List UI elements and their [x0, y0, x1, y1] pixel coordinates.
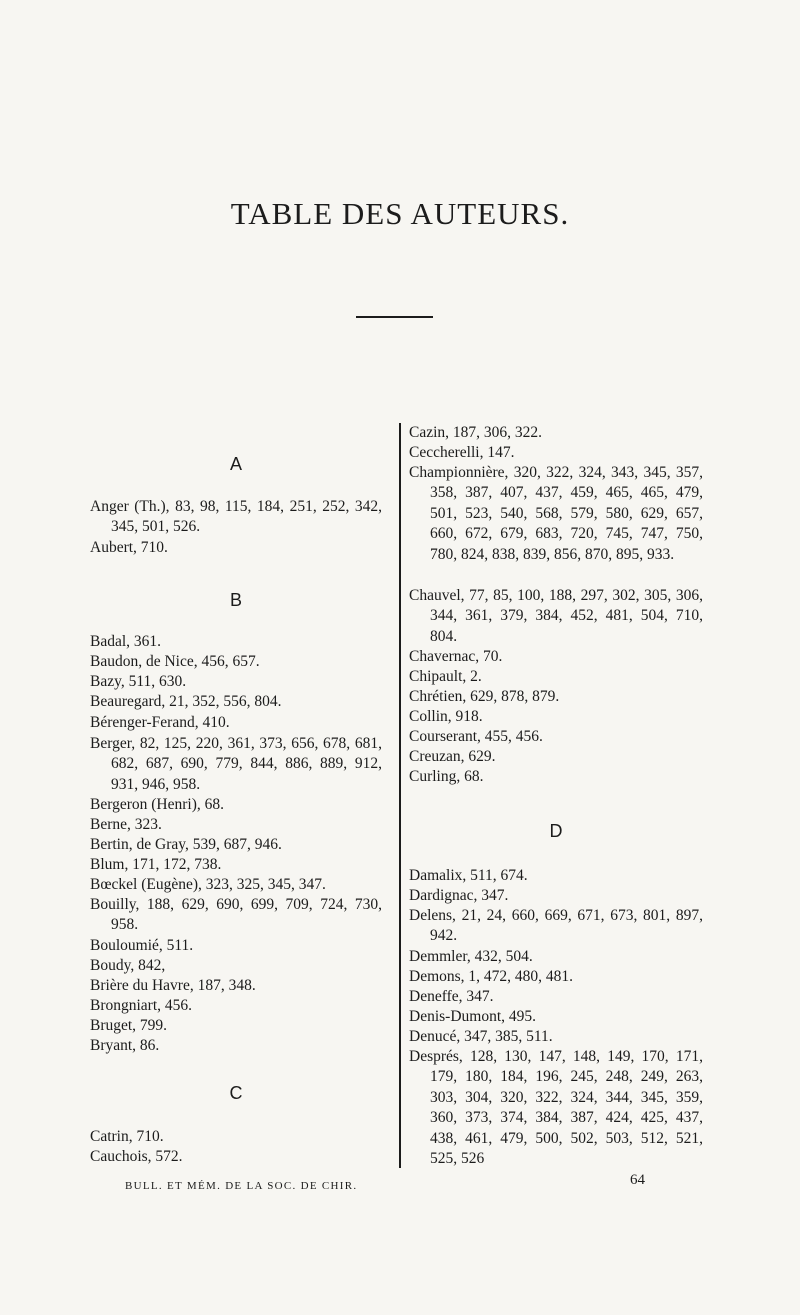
- index-entry: Delens, 21, 24, 660, 669, 671, 673, 801, 897, 942.: [409, 907, 703, 945]
- title-rule: [356, 316, 433, 318]
- index-entry: Cazin, 187, 306, 322.: [409, 424, 543, 441]
- index-entry: Damalix, 511, 674.: [409, 867, 528, 884]
- index-entry: Després, 128, 130, 147, 148, 149, 170, 171, 179, 180, 184, 196, 245, 248, 249, 263, 303, 304, 320, 322, 324, 344, 345, 359, 360, 373, 374, 384, 387, 424, 425, 437, 438, 461, 479, 500, 502, 503, 512, 521, 525, 526: [409, 1048, 703, 1168]
- index-entry: Bruget, 799.: [90, 1017, 168, 1034]
- page-title: TABLE DES AUTEURS.: [230, 196, 570, 231]
- index-entry: Bérenger-Ferand, 410.: [90, 714, 230, 731]
- index-entry: Curling, 68.: [409, 768, 484, 785]
- index-entry: Denis-Dumont, 495.: [409, 1008, 537, 1025]
- index-entry: Beauregard, 21, 352, 556, 804.: [90, 693, 282, 710]
- index-entry: Bergeron (Henri), 68.: [90, 796, 225, 813]
- page-number: 64: [630, 1172, 645, 1188]
- running-head: BULL. ET MÉM. DE LA SOC. DE CHIR.: [125, 1180, 358, 1192]
- index-entry: Chipault, 2.: [409, 668, 482, 685]
- index-entry: Anger (Th.), 83, 98, 115, 184, 251, 252, 342, 345, 501, 526.: [90, 498, 382, 536]
- section-letter-d: D: [549, 821, 563, 841]
- index-entry: Demons, 1, 472, 480, 481.: [409, 968, 574, 985]
- index-entry: Chauvel, 77, 85, 100, 188, 297, 302, 305, 306, 344, 361, 379, 384, 452, 481, 504, 710, 804.: [409, 587, 703, 645]
- index-entry: Aubert, 710.: [90, 539, 168, 556]
- index-entry: Berne, 323.: [90, 816, 162, 833]
- index-entry: Deneffe, 347.: [409, 988, 494, 1005]
- index-entry: Baudon, de Nice, 456, 657.: [90, 653, 260, 670]
- index-entry: Brière du Havre, 187, 348.: [90, 977, 256, 994]
- index-entry: Chavernac, 70.: [409, 648, 503, 665]
- index-entry: Blum, 171, 172, 738.: [90, 856, 222, 873]
- index-entry: Collin, 918.: [409, 708, 483, 725]
- index-entry: Cauchois, 572.: [90, 1148, 183, 1165]
- index-entry: Bœckel (Eugène), 323, 325, 345, 347.: [90, 876, 326, 893]
- index-entry: Chrétien, 629, 878, 879.: [409, 688, 560, 705]
- section-letter-c: C: [229, 1083, 243, 1103]
- index-entry: Badal, 361.: [90, 633, 162, 650]
- index-entry: Boudy, 842,: [90, 957, 166, 974]
- index-entry: Courserant, 455, 456.: [409, 728, 543, 745]
- index-entry: Dardignac, 347.: [409, 887, 509, 904]
- section-letter-a: A: [229, 454, 242, 474]
- index-entry: Demmler, 432, 504.: [409, 948, 533, 965]
- index-entry: Bazy, 511, 630.: [90, 673, 187, 690]
- index-entry: Championnière, 320, 322, 324, 343, 345, 357, 358, 387, 407, 437, 459, 465, 465, 479, 501, 523, 540, 568, 579, 580, 629, 657, 660, 672, 679, 683, 720, 745, 747, 750, 780, 824, 838, 839, 856, 870, 895, 933.: [409, 464, 703, 563]
- index-entry: Berger, 82, 125, 220, 361, 373, 656, 678, 681, 682, 687, 690, 779, 844, 886, 889, 912, 931, 946, 958.: [90, 735, 382, 793]
- index-entry: Ceccherelli, 147.: [409, 444, 515, 461]
- index-entry: Denucé, 347, 385, 511.: [409, 1028, 553, 1045]
- index-entry: Bryant, 86.: [90, 1037, 160, 1054]
- index-entry: Bertin, de Gray, 539, 687, 946.: [90, 836, 282, 853]
- index-entry: Catrin, 710.: [90, 1128, 164, 1145]
- index-entry: Bouilly, 188, 629, 690, 699, 709, 724, 730, 958.: [90, 896, 382, 934]
- column-divider: [399, 423, 401, 1168]
- section-letter-b: B: [229, 590, 242, 610]
- index-entry: Bouloumié, 511.: [90, 937, 194, 954]
- index-entry: Creuzan, 629.: [409, 748, 496, 765]
- index-entry: Brongniart, 456.: [90, 997, 193, 1014]
